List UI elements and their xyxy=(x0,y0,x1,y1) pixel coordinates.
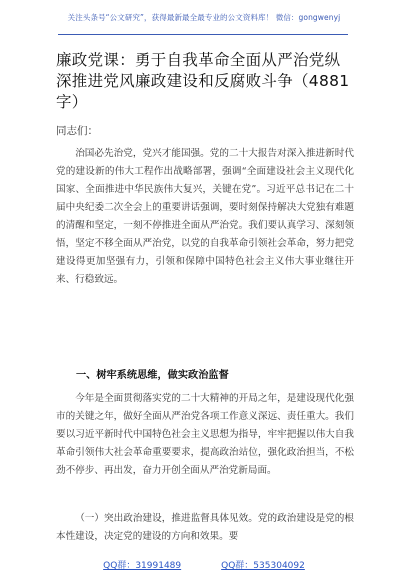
footer-qq-group-2[interactable]: QQ群：535304092 xyxy=(221,561,305,571)
section-heading-1: 一、树牢系统思维，做实政治监督 xyxy=(76,370,229,381)
header-banner-text: 关注头条号“公文研究”，获得最新最全最专业的公文资料库！ 微信：gongwenyj xyxy=(67,12,341,22)
paragraph-2: 今年是全面贯彻落实党的二十大精神的开局之年，是建设现代化强市的关键之年，做好全面从严治党各项工作意义深远、责任重大。我们要以习近平新时代中国特色社会主义思想为指导，牢牢把握以伟大自我革命引领伟大社会革命重要要求，提高政治站位，强化政治担当，不松劲不停步、再出发，奋力开创全面从严治党新局面。 xyxy=(56,393,354,476)
header-banner xyxy=(0,0,408,34)
footer-qq-group-1[interactable]: QQ群：31991489 xyxy=(103,561,182,571)
paragraph-3: （一）突出政治建设，推进监督具体见效。党的政治建设是党的根本性建设，决定党的建设的方向和效果。要 xyxy=(56,513,354,542)
greeting: 同志们： xyxy=(56,125,98,137)
document-title: 廉政党课：勇于自我革命全面从严治党纵深推进党风廉政建设和反腐败斗争（4881字） xyxy=(56,51,350,111)
paragraph-1: 治国必先治党，党兴才能国强。党的二十大报告对深入推进新时代党的建设新的伟大工程作出战略部署，强调“全面建设社会主义现代化国家、全面推进中华民族伟大复兴，关键在党”。习近平总书记在二十届中央纪委二次全会上的重要讲话强调，要时刻保持解决大党独有难题的清醒和坚定，一刻不停推进全面从严治党。我们要认真学习、深刻领悟，坚定不移全面从严治党，以党的自我革命引领社会革命，努力把党建设得更加坚强有力，引领和保障中国特色社会主义伟大事业继往开来、行稳致远。 xyxy=(56,148,354,285)
header-divider xyxy=(58,34,348,35)
footer xyxy=(0,558,408,576)
